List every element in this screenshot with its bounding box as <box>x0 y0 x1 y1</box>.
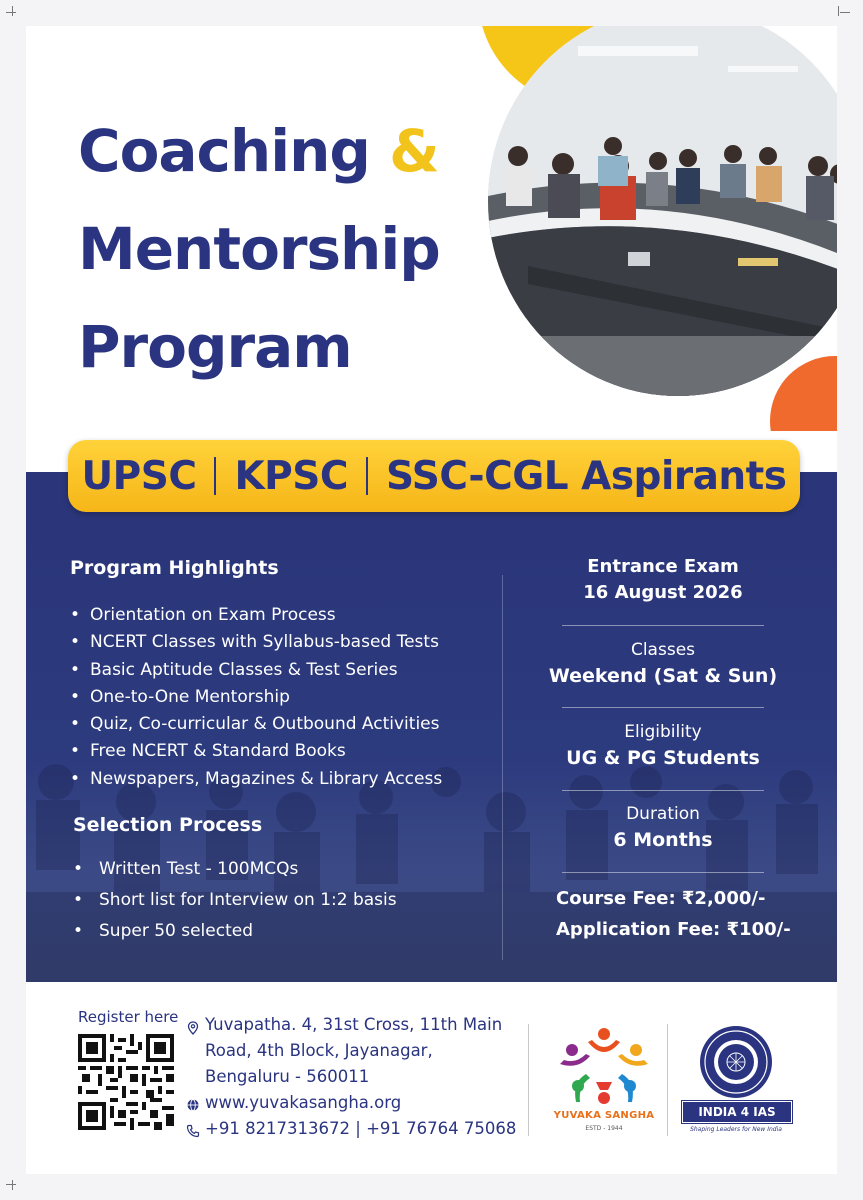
india4ias-emblem <box>698 1024 774 1100</box>
crop-mark <box>838 6 849 16</box>
entrance-exam-date: 16 August 2026 <box>583 582 743 603</box>
classroom-photo <box>488 26 837 396</box>
exam-kpsc: KPSC <box>234 453 348 499</box>
program-highlights-heading: Program Highlights <box>70 557 279 579</box>
duration-block <box>548 804 778 851</box>
divider <box>562 872 764 873</box>
divider <box>667 1024 668 1136</box>
exam-ssc-cgl: SSC-CGL Aspirants <box>385 453 787 499</box>
exam-upsc: UPSC <box>81 453 197 499</box>
list-item: • Basic Aptitude Classes & Test Series <box>70 657 490 684</box>
list-item: • One-to-One Mentorship <box>70 684 490 711</box>
selection-process-list <box>73 854 493 947</box>
address-line-2: Road, 4th Block, Jayanagar, <box>205 1041 433 1060</box>
globe-icon <box>186 1098 200 1112</box>
eligibility-block <box>548 722 778 769</box>
classroom-photo-area <box>470 26 837 431</box>
title-ampersand: & <box>389 117 439 185</box>
poster-title <box>78 102 440 396</box>
eligibility-value: UG & PG Students <box>566 747 760 769</box>
phone-icon <box>186 1124 200 1138</box>
target-exams-banner <box>68 440 800 512</box>
india4ias-name: INDIA 4 IAS <box>682 1101 792 1123</box>
crop-mark <box>12 6 23 16</box>
entrance-exam-block <box>548 556 778 603</box>
classes-block <box>548 640 778 687</box>
selection-process-heading: Selection Process <box>73 814 263 836</box>
program-highlights-list <box>70 602 490 793</box>
yuvaka-sangha-name: YUVAKA SANGHA <box>553 1110 655 1121</box>
application-fee: Application Fee: ₹100/- <box>556 919 791 940</box>
register-here-label: Register here <box>78 1008 179 1026</box>
list-item: • Short list for Interview on 1:2 basis <box>73 885 493 916</box>
divider <box>528 1024 529 1136</box>
address-line-1: Yuvapatha. 4, 31st Cross, 11th Main <box>205 1015 503 1034</box>
duration-value: 6 Months <box>613 829 713 851</box>
divider <box>562 707 764 708</box>
crop-mark <box>12 1180 23 1190</box>
divider <box>562 625 764 626</box>
crop-mark <box>840 12 850 13</box>
list-item: • Super 50 selected <box>73 916 493 947</box>
list-item: • NCERT Classes with Syllabus-based Tests <box>70 629 490 656</box>
phone-numbers: +91 8217313672 | +91 76764 75068 <box>205 1119 517 1138</box>
list-item: • Orientation on Exam Process <box>70 602 490 629</box>
title-line-program: Program <box>78 313 352 381</box>
separator <box>214 457 216 495</box>
crop-mark <box>6 1184 16 1185</box>
website-link[interactable]: www.yuvakasangha.org <box>205 1093 402 1112</box>
registration-qr-code[interactable] <box>78 1034 174 1130</box>
eligibility-label: Eligibility <box>624 722 702 742</box>
list-item: • Free NCERT & Standard Books <box>70 738 490 765</box>
title-line-mentorship: Mentorship <box>78 215 440 283</box>
yuvaka-sangha-estd: ESTD - 1944 <box>585 1125 623 1132</box>
title-line-coaching: Coaching <box>78 117 370 185</box>
classes-label: Classes <box>630 640 696 660</box>
column-divider <box>502 575 503 960</box>
orange-decor-circle <box>770 356 837 431</box>
list-item: • Newspapers, Magazines & Library Access <box>70 766 490 793</box>
list-item: • Quiz, Co-curricular & Outbound Activities <box>70 711 490 738</box>
classes-value: Weekend (Sat & Sun) <box>548 665 778 687</box>
yuvaka-sangha-logo <box>556 1024 652 1110</box>
address-line-3: Bengaluru - 560011 <box>205 1067 370 1086</box>
crop-mark <box>6 12 16 13</box>
list-item: • Written Test - 100MCQs <box>73 854 493 885</box>
course-fee: Course Fee: ₹2,000/- <box>556 888 766 909</box>
separator <box>366 457 368 495</box>
india4ias-tagline: Shaping Leaders for New India <box>690 1126 782 1133</box>
location-pin-icon <box>186 1021 200 1035</box>
duration-label: Duration <box>626 804 700 824</box>
divider <box>562 790 764 791</box>
entrance-exam-label: Entrance Exam <box>587 556 739 577</box>
